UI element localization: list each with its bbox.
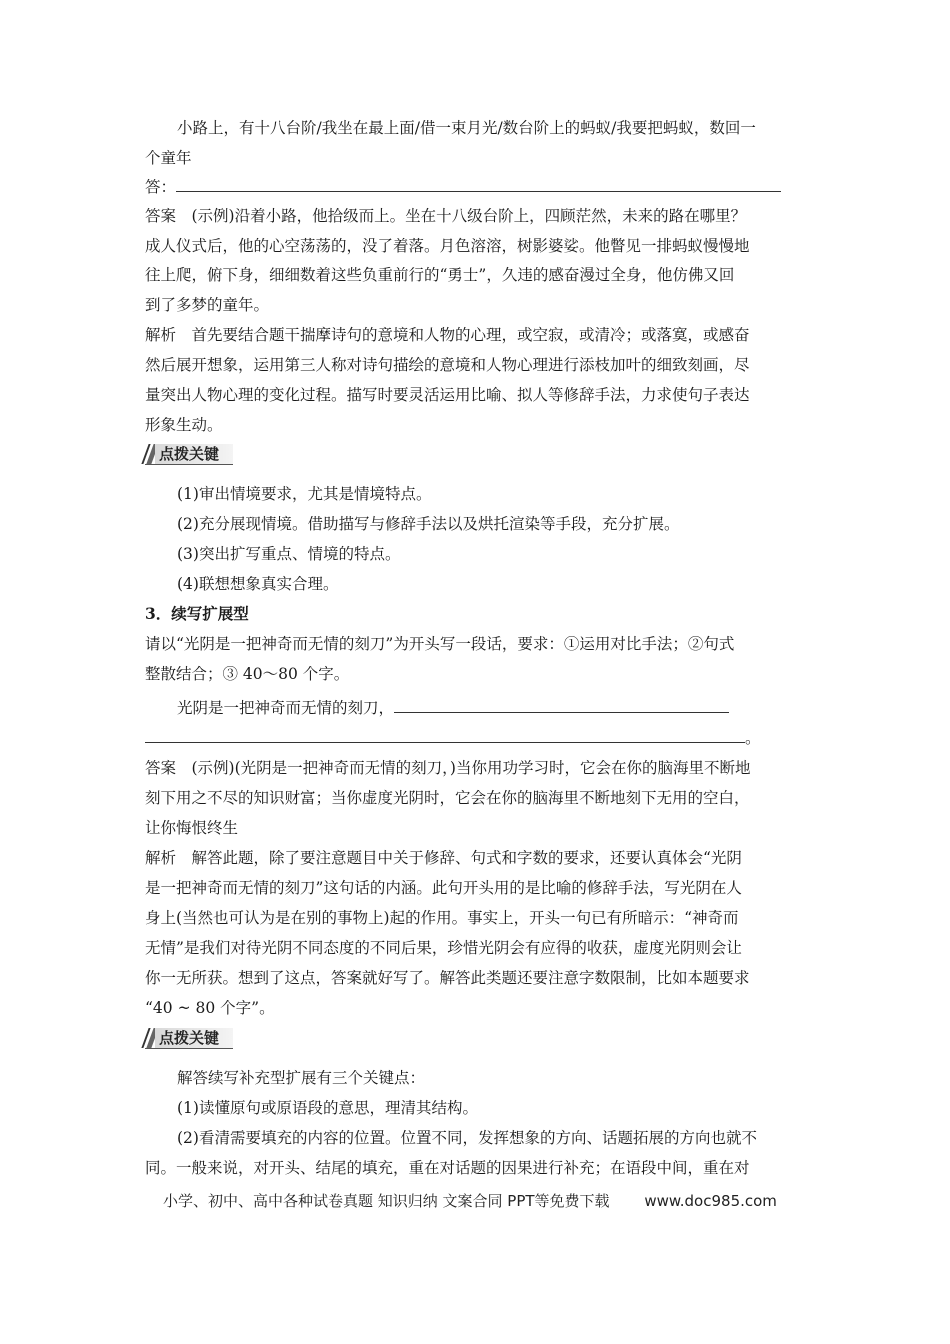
key-point-item: (3)突出扩写重点、情境的特点。 xyxy=(177,545,401,563)
key-point-intro: 解答续写补充型扩展有三个关键点： xyxy=(177,1069,426,1087)
key-point-item: (1)读懂原句或原语段的意思，理清其结构。 xyxy=(177,1099,478,1117)
analysis-text: “40 ~ 80 个字”。 xyxy=(145,999,275,1017)
footer-text: 小学、初中、高中各种试卷真题 知识归纳 文案合同 PPT等免费下载 xyxy=(163,1192,610,1210)
footer-site-link[interactable]: www.doc985.com xyxy=(644,1192,777,1210)
key-point-item: (2)充分展现情境。借助描写与修辞手法以及烘托渲染等手段，充分扩展。 xyxy=(177,515,680,533)
answer-text: 答案 (示例)沿着小路，他拾级而上。坐在十八级台阶上，四顾茫然，未来的路在哪里？ xyxy=(145,207,747,225)
analysis-text: 量突出人物心理的变化过程。描写时要灵活运用比喻、拟人等修辞手法，力求使句子表达 xyxy=(145,386,750,404)
analysis-text: 你一无所获。想到了这点，答案就好写了。解答此类题还要注意字数限制，比如本题要求 xyxy=(145,969,750,987)
analysis-text: 无情”是我们对待光阴不同态度的不同后果，珍惜光阴会有应得的收获，虚度光阴则会让 xyxy=(145,939,742,957)
answer-text: 成人仪式后，他的心空荡荡的，没了着落。月色溶溶，树影婆娑。他瞥见一排蚂蚁慢慢地 xyxy=(145,237,750,255)
answer-label: 答： xyxy=(145,178,177,196)
analysis-text: 然后展开想象，运用第三人称对诗句描绘的意境和人物心理进行添枝加叶的细致刻画，尽 xyxy=(145,356,750,374)
continuation-blank-2 xyxy=(145,728,745,743)
analysis-text: 形象生动。 xyxy=(145,416,223,434)
question-text: 整散结合；③ 40～80 个字。 xyxy=(145,665,350,683)
answer-text: 让你悔恨终生 xyxy=(145,819,239,837)
answer-text: 刻下用之不尽的知识财富；当你虚度光阴时，它会在你的脑海里不断地刻下无用的空白， xyxy=(145,789,750,807)
period: 。 xyxy=(745,729,761,747)
key-points-tag xyxy=(145,442,233,465)
key-points-tag xyxy=(145,1026,233,1049)
key-points-label: 点拨关键 xyxy=(159,445,220,463)
section-heading: 3．续写扩展型 xyxy=(145,604,249,623)
answer-prompt xyxy=(145,177,781,197)
poem-line-cont: 个童年 xyxy=(145,149,192,167)
poem-line: 小路上，有十八台阶/我坐在最上面/借一束月光/数台阶上的蚂蚁/我要把蚂蚁，数回一 xyxy=(177,119,756,137)
analysis-text: 身上(当然也可认为是在别的事物上)起的作用。事实上，开头一句已有所暗示：“神奇而 xyxy=(145,909,739,927)
answer-text: 答案 (示例)(光阴是一把神奇而无情的刻刀，)当你用功学习时，它会在你的脑海里不断地 xyxy=(145,759,751,777)
continuation-start: 光阴是一把神奇而无情的刻刀， xyxy=(177,699,395,717)
key-points-label: 点拨关键 xyxy=(159,1029,220,1047)
answer-text: 往上爬，俯下身，细细数着这些负重前行的“勇士”，久违的感奋漫过全身，他仿佛又回 xyxy=(145,266,735,284)
key-point-item: 同。一般来说，对开头、结尾的填充，重在对话题的因果进行补充；在语段中间，重在对 xyxy=(145,1159,750,1177)
key-point-item: (4)联想想象真实合理。 xyxy=(177,575,339,593)
key-point-item: (2)看清需要填充的内容的位置。位置不同，发挥想象的方向、话题拓展的方向也就不 xyxy=(177,1129,757,1147)
continuation-blank xyxy=(394,698,729,713)
continuation-line xyxy=(145,728,761,748)
key-point-item: (1)审出情境要求，尤其是情境特点。 xyxy=(177,485,432,503)
analysis-text: 是一把神奇而无情的刻刀”这句话的内涵。此句开头用的是比喻的修辞手法，写光阴在人 xyxy=(145,879,742,897)
continuation-prompt xyxy=(177,698,729,718)
question-text: 请以“光阴是一把神奇而无情的刻刀”为开头写一段话，要求：①运用对比手法；②句式 xyxy=(145,635,735,653)
analysis-text: 解析 解答此题，除了要注意题目中关于修辞、句式和字数的要求，还要认真体会“光阴 xyxy=(145,849,742,867)
analysis-text: 解析 首先要结合题干揣摩诗句的意境和人物的心理，或空寂，或清冷；或落寞，或感奋 xyxy=(145,326,750,344)
answer-text: 到了多梦的童年。 xyxy=(145,296,270,314)
page-footer xyxy=(163,1190,777,1211)
answer-blank xyxy=(176,177,781,192)
